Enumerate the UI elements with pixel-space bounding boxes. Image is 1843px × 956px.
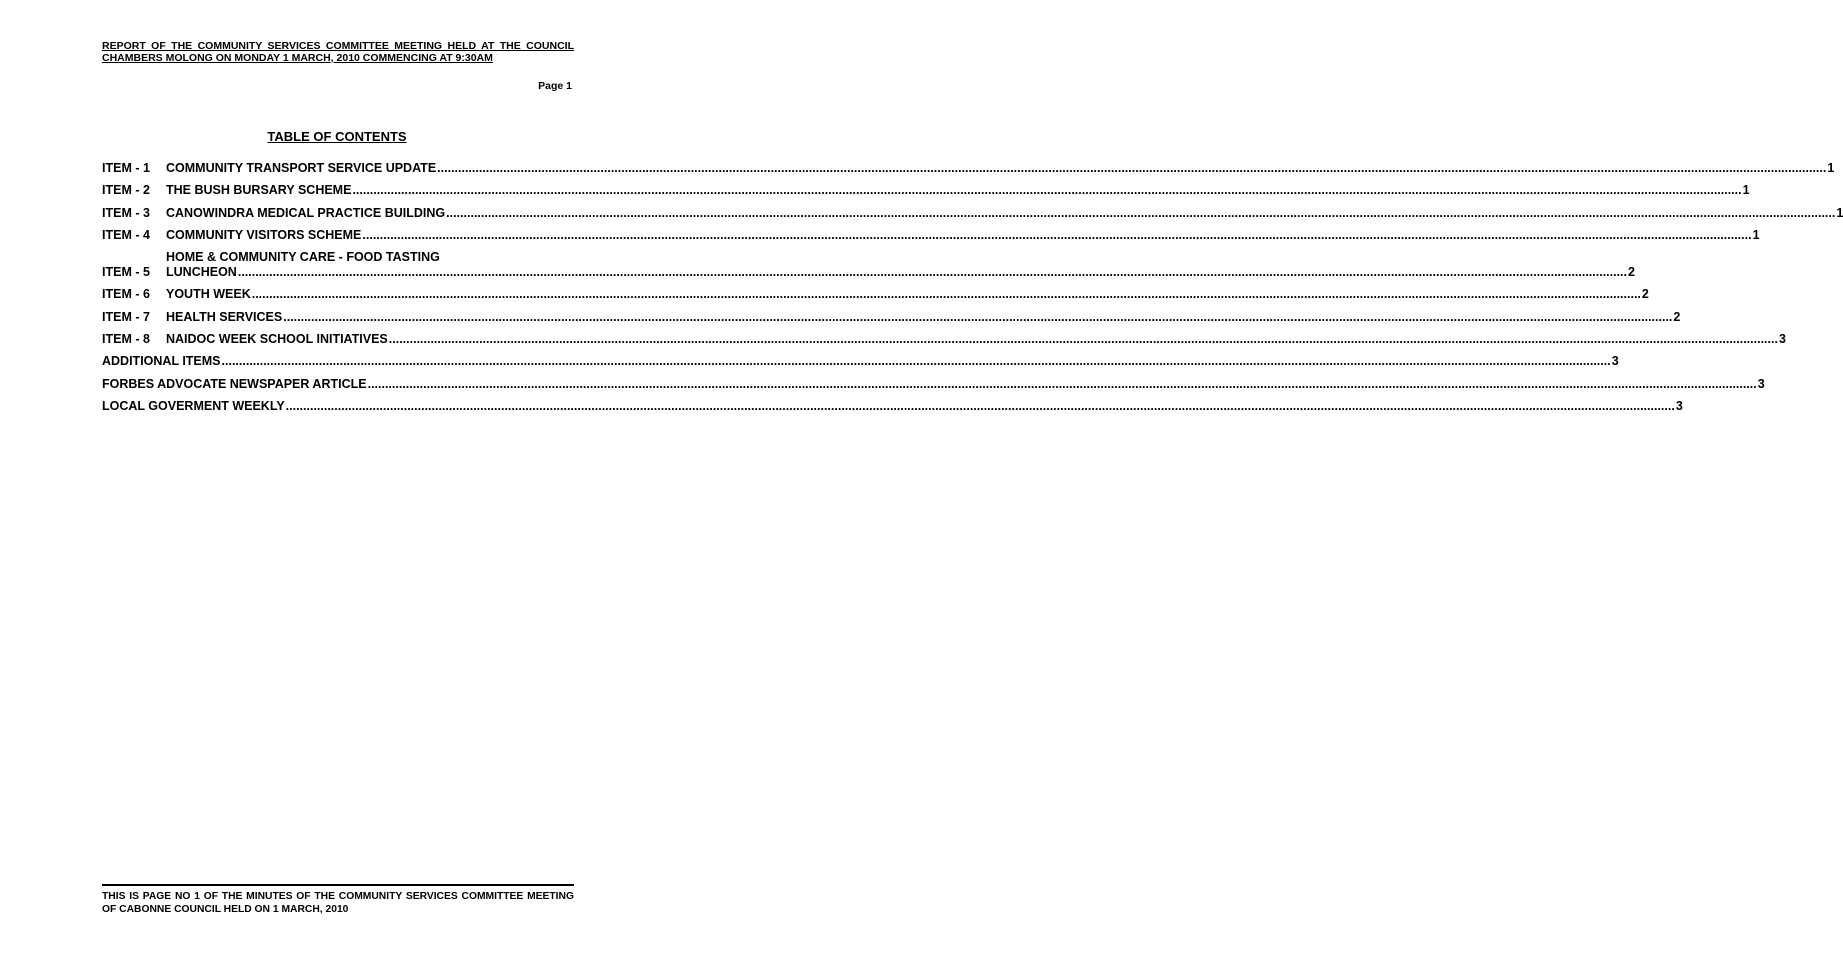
toc-entry-number: ITEM - 5 bbox=[102, 265, 150, 280]
page-footer: THIS IS PAGE NO 1 OF THE MINUTES OF THE COMMUNITY SERVICES COMMITTEE MEETING OF CABONNE COUNCIL HELD ON 1 MARCH, 2010 bbox=[102, 891, 574, 915]
toc-entry-title: COMMUNITY TRANSPORT SERVICE UPDATE bbox=[166, 161, 437, 175]
toc-entry-body bbox=[102, 398, 1683, 414]
toc-entry-body bbox=[102, 354, 1619, 369]
toc-leader-dots: ................................................................................................................................................................................................................................................................................................................................................................................................................ bbox=[362, 227, 1752, 242]
toc-title: TABLE OF CONTENTS bbox=[267, 129, 407, 144]
toc-leader-dots: ................................................................................................................................................................................................................................................................................................................................................................................................................ bbox=[352, 183, 1742, 198]
toc-page-number: 3 bbox=[1611, 354, 1619, 369]
toc-page-number: 2 bbox=[1673, 309, 1681, 324]
toc-entry-body bbox=[166, 227, 1760, 243]
toc-entry-title: LUNCHEON bbox=[166, 265, 237, 280]
toc-page-number: 2 bbox=[1641, 287, 1649, 302]
toc-page-number: 1 bbox=[1836, 205, 1843, 220]
toc-entry-number: ITEM - 3 bbox=[102, 205, 150, 220]
toc-page-number: 3 bbox=[1778, 332, 1786, 347]
toc-entry-body bbox=[166, 183, 1750, 198]
toc-leader-dots: ................................................................................................................................................................................................................................................................................................................................................................................................................ bbox=[388, 332, 1778, 347]
footer-divider bbox=[102, 884, 574, 886]
toc-page-number: 3 bbox=[1675, 398, 1683, 413]
toc-entry-title: YOUTH WEEK bbox=[166, 287, 251, 302]
toc-leader-dots: ................................................................................................................................................................................................................................................................................................................................................................................................................ bbox=[283, 309, 1673, 324]
toc-entry-title: ADDITIONAL ITEMS bbox=[102, 354, 221, 369]
toc-page-number: 2 bbox=[1628, 265, 1635, 280]
toc-entry-line bbox=[166, 161, 1835, 176]
report-header bbox=[102, 40, 574, 64]
toc-entry-line bbox=[102, 354, 1619, 369]
report-header-text: REPORT OF THE COMMUNITY SERVICES COMMITTEE MEETING HELD AT THE COUNCIL CHAMBERS MOLONG ON MONDAY 1 MARCH, 2010 COMMENCING AT 9:30AM bbox=[102, 40, 574, 64]
toc-entry-line bbox=[102, 376, 1765, 392]
toc-page-number: 3 bbox=[1757, 376, 1765, 391]
toc-entry-line bbox=[102, 398, 1683, 414]
toc-entry-body bbox=[102, 376, 1765, 392]
toc-entry-title: NAIDOC WEEK SCHOOL INITIATIVES bbox=[166, 332, 388, 347]
toc-entry-title: CANOWINDRA MEDICAL PRACTICE BUILDING bbox=[166, 205, 446, 220]
toc-entry-title: THE BUSH BURSARY SCHEME bbox=[166, 183, 352, 198]
toc-entry-line bbox=[166, 183, 1750, 198]
toc-entry[interactable] bbox=[102, 398, 1683, 414]
toc-entry-title: HEALTH SERVICES bbox=[166, 309, 283, 324]
toc-entry-line bbox=[166, 227, 1760, 243]
toc-entry-number: ITEM - 1 bbox=[102, 161, 150, 175]
toc-entry-title: HOME & COMMUNITY CARE - FOOD TASTING bbox=[166, 250, 440, 265]
toc-entry-title: COMMUNITY VISITORS SCHEME bbox=[166, 227, 362, 242]
toc-entry[interactable] bbox=[102, 205, 1843, 221]
toc-entry-number: ITEM - 2 bbox=[102, 183, 150, 198]
toc-entry[interactable] bbox=[102, 354, 1619, 369]
toc-entry[interactable] bbox=[102, 161, 1835, 176]
toc-entry-line bbox=[166, 332, 1786, 347]
toc-entry-body bbox=[166, 161, 1835, 176]
toc-entry-body bbox=[166, 287, 1649, 302]
toc-leader-dots: ................................................................................................................................................................................................................................................................................................................................................................................................................ bbox=[437, 161, 1827, 175]
toc-page-number: 1 bbox=[1827, 161, 1835, 175]
toc-entry-line bbox=[166, 205, 1843, 221]
toc-page-number: 1 bbox=[1742, 183, 1750, 198]
toc-entry-line bbox=[166, 250, 572, 265]
toc-entry-line bbox=[166, 265, 1635, 280]
page-number: Page 1 bbox=[538, 80, 572, 92]
toc-leader-dots: ................................................................................................................................................................................................................................................................................................................................................................................................................ bbox=[367, 376, 1757, 391]
toc-entry-number: ITEM - 7 bbox=[102, 309, 150, 324]
toc-entry[interactable] bbox=[102, 376, 1765, 392]
toc-leader-dots: ................................................................................................................................................................................................................................................................................................................................................................................................................ bbox=[251, 287, 1641, 302]
toc-leader-dots: ................................................................................................................................................................................................................................................................................................................................................................................................................ bbox=[237, 265, 1628, 280]
toc-entry-body bbox=[166, 309, 1681, 325]
toc-entry[interactable] bbox=[102, 250, 1635, 280]
toc-leader-dots: ................................................................................................................................................................................................................................................................................................................................................................................................................ bbox=[221, 354, 1611, 369]
toc-entry-body bbox=[166, 332, 1786, 347]
toc-entry-number: ITEM - 4 bbox=[102, 227, 150, 242]
toc-entry[interactable] bbox=[102, 287, 1649, 302]
toc-entry[interactable] bbox=[102, 332, 1786, 347]
toc-entry-line bbox=[166, 309, 1681, 325]
toc-entry-number: ITEM - 8 bbox=[102, 332, 150, 347]
toc-entry-line bbox=[166, 287, 1649, 302]
toc-entry-title: LOCAL GOVERMENT WEEKLY bbox=[102, 398, 285, 413]
toc-entry[interactable] bbox=[102, 183, 1750, 198]
toc-leader-dots: ................................................................................................................................................................................................................................................................................................................................................................................................................ bbox=[446, 205, 1836, 220]
toc-entry-number: ITEM - 6 bbox=[102, 287, 150, 302]
toc-entry[interactable] bbox=[102, 309, 1681, 325]
toc-leader-dots: ................................................................................................................................................................................................................................................................................................................................................................................................................ bbox=[285, 398, 1675, 413]
toc-page-number: 1 bbox=[1752, 227, 1760, 242]
toc-entry-body bbox=[166, 205, 1843, 221]
toc-entry[interactable] bbox=[102, 227, 1760, 243]
table-of-contents bbox=[102, 161, 1843, 421]
toc-entry-body bbox=[166, 250, 1635, 280]
toc-entry-title: FORBES ADVOCATE NEWSPAPER ARTICLE bbox=[102, 376, 367, 391]
